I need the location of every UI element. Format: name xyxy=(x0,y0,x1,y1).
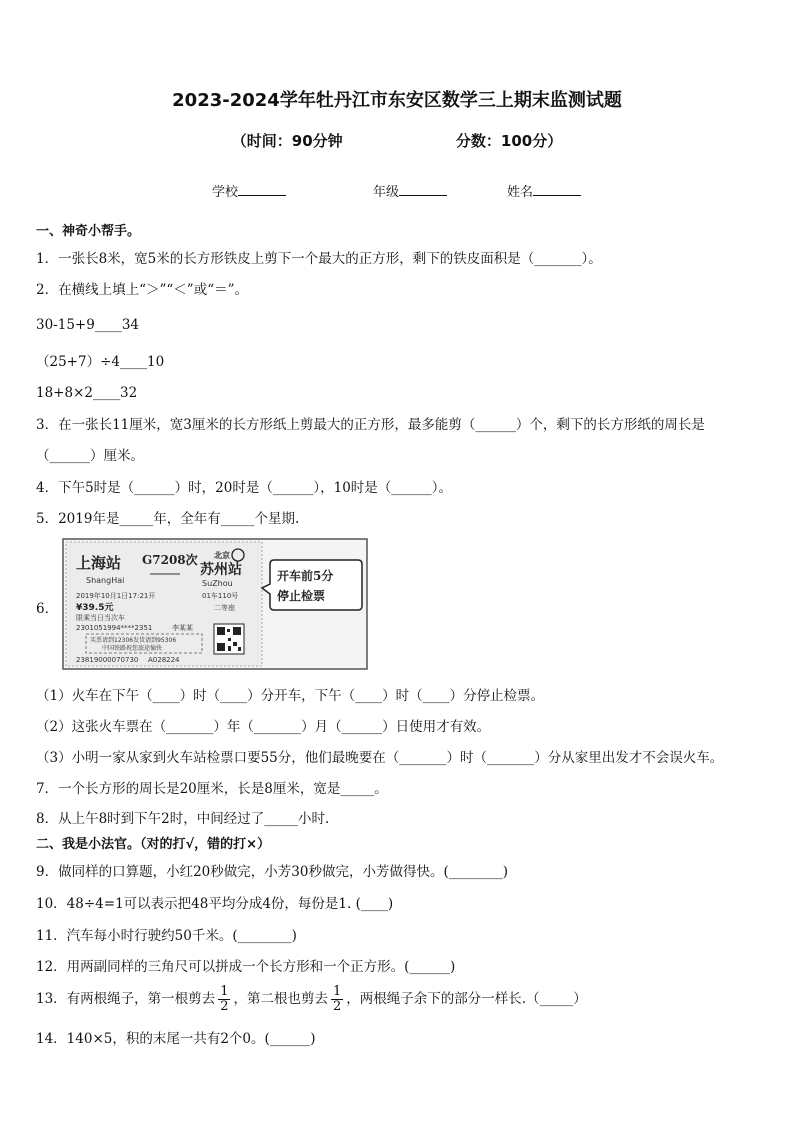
exam-time: （时间：90分钟 xyxy=(231,132,343,150)
school-blank xyxy=(238,183,286,196)
ticket-to-pinyin: SuZhou xyxy=(202,579,233,588)
question-2a: 30-15+9____34 xyxy=(36,317,139,333)
fraction-one-half xyxy=(331,985,343,1014)
question-12: 12．用两副同样的三角尺可以拼成一个长方形和一个正方形。(______) xyxy=(36,959,456,975)
train-ticket xyxy=(62,538,368,670)
school-field xyxy=(212,181,286,200)
question-13-part-a: 13．有两根绳子，第一根剪去 xyxy=(36,991,216,1007)
question-4: 4．下午5时是（______）时，20时是（______），10时是（______）。 xyxy=(36,480,453,496)
fraction-denominator: 2 xyxy=(332,999,342,1014)
fraction-numerator: 1 xyxy=(332,984,342,999)
ticket-price: ¥39.5元 xyxy=(76,603,114,613)
name-field xyxy=(507,181,581,200)
ticket-id-no: 2301051994****2351 xyxy=(76,624,153,632)
question-5: 5．2019年是_____年，全年有_____个星期. xyxy=(36,511,300,527)
train-ticket-image xyxy=(62,538,368,670)
ticket-notice-1: 买票请到12306发货请到95306 xyxy=(90,637,177,644)
exam-meta xyxy=(0,130,794,151)
ticket-date-time: 2019年10月1日17:21开 xyxy=(76,592,156,600)
question-14: 14．140×5，积的末尾一共有2个0。(______) xyxy=(36,1031,316,1047)
question-13-part-b: ，第二根也剪去 xyxy=(233,991,328,1007)
bubble-line-1: 开车前5分 xyxy=(277,569,334,583)
question-11: 11．汽车每小时行驶约50千米。(________) xyxy=(36,928,297,944)
question-13 xyxy=(36,985,587,1014)
qr-code-icon xyxy=(214,624,244,654)
section2-heading: 二、我是小法官。（对的打√，错的打×） xyxy=(36,837,271,852)
ticket-code: A028224 xyxy=(148,656,180,664)
question-3-line2: （______）厘米。 xyxy=(36,448,144,464)
bubble-line-2: 停止检票 xyxy=(277,589,326,603)
ticket-train-no: G7208次 xyxy=(142,553,198,567)
ticket-seat: 01车110号 xyxy=(202,592,239,600)
question-6-1: （1）火车在下午（____）时（____）分开车，下午（____）时（____）分停止检票。 xyxy=(36,688,545,704)
grade-label: 年级 xyxy=(373,185,400,200)
question-1: 1．一张长8米，宽5米的长方形铁皮上剪下一个最大的正方形，剩下的铁皮面积是（_______）。 xyxy=(36,251,602,267)
question-9: 9．做同样的口算题，小红20秒做完，小芳30秒做完，小芳做得快。(________) xyxy=(36,864,508,880)
question-6-2: （2）这张火车票在（_______）年（_______）月（______）日使用才有效。 xyxy=(36,719,491,735)
question-10: 10．48÷4=1可以表示把48平均分成4份，每份是1. (____) xyxy=(36,896,394,912)
grade-blank xyxy=(399,183,447,196)
ticket-to-station: 苏州站 xyxy=(200,562,242,578)
fraction-denominator: 2 xyxy=(220,999,229,1014)
speech-bubble xyxy=(262,560,362,610)
question-2c: 18+8×2____32 xyxy=(36,385,138,401)
fraction-numerator: 1 xyxy=(220,984,229,999)
ticket-passenger: 李某某 xyxy=(172,624,193,632)
page-title: 2023-2024学年牡丹江市东安区数学三上期末监测试题 xyxy=(172,90,622,111)
grade-field xyxy=(373,181,447,200)
ticket-serial: 23819000070730 xyxy=(76,656,139,664)
question-7: 7．一个长方形的周长是20厘米，长是8厘米，宽是_____。 xyxy=(36,781,388,797)
exam-score: 分数：100分） xyxy=(455,132,563,150)
section1-heading: 一、神奇小帮手。 xyxy=(36,224,141,239)
question-2: 2．在横线上填上“＞”“＜”或“＝”。 xyxy=(36,282,248,298)
question-6-3: （3）小明一家从家到火车站检票口要55分，他们最晚要在（_______）时（_______）分从家里出发才不会误火车。 xyxy=(36,750,724,766)
ticket-notice-2: 中国铁路祝您旅途愉快 xyxy=(102,645,163,652)
ticket-logo-text: 北京 xyxy=(214,551,230,560)
school-label: 学校 xyxy=(212,185,239,200)
ticket-note: 限乘当日当次车 xyxy=(76,614,125,622)
question-3-line1: 3．在一张长11厘米，宽3厘米的长方形纸上剪最大的正方形，最多能剪（______）个，剩下的长方形纸的周长是 xyxy=(36,417,705,433)
question-13-part-c: ，两根绳子余下的部分一样长.（_____） xyxy=(346,991,587,1007)
ticket-from-pinyin: ShangHai xyxy=(86,576,125,585)
question-6-label: 6． xyxy=(36,601,59,617)
fraction-one-half xyxy=(218,985,230,1014)
name-blank xyxy=(533,183,581,196)
ticket-class: 二等座 xyxy=(214,604,235,612)
question-2b: （25+7）÷4____10 xyxy=(36,354,165,370)
question-8: 8．从上午8时到下午2时，中间经过了_____小时. xyxy=(36,811,330,827)
name-label: 姓名 xyxy=(507,185,534,200)
ticket-from-station: 上海站 xyxy=(76,554,122,572)
